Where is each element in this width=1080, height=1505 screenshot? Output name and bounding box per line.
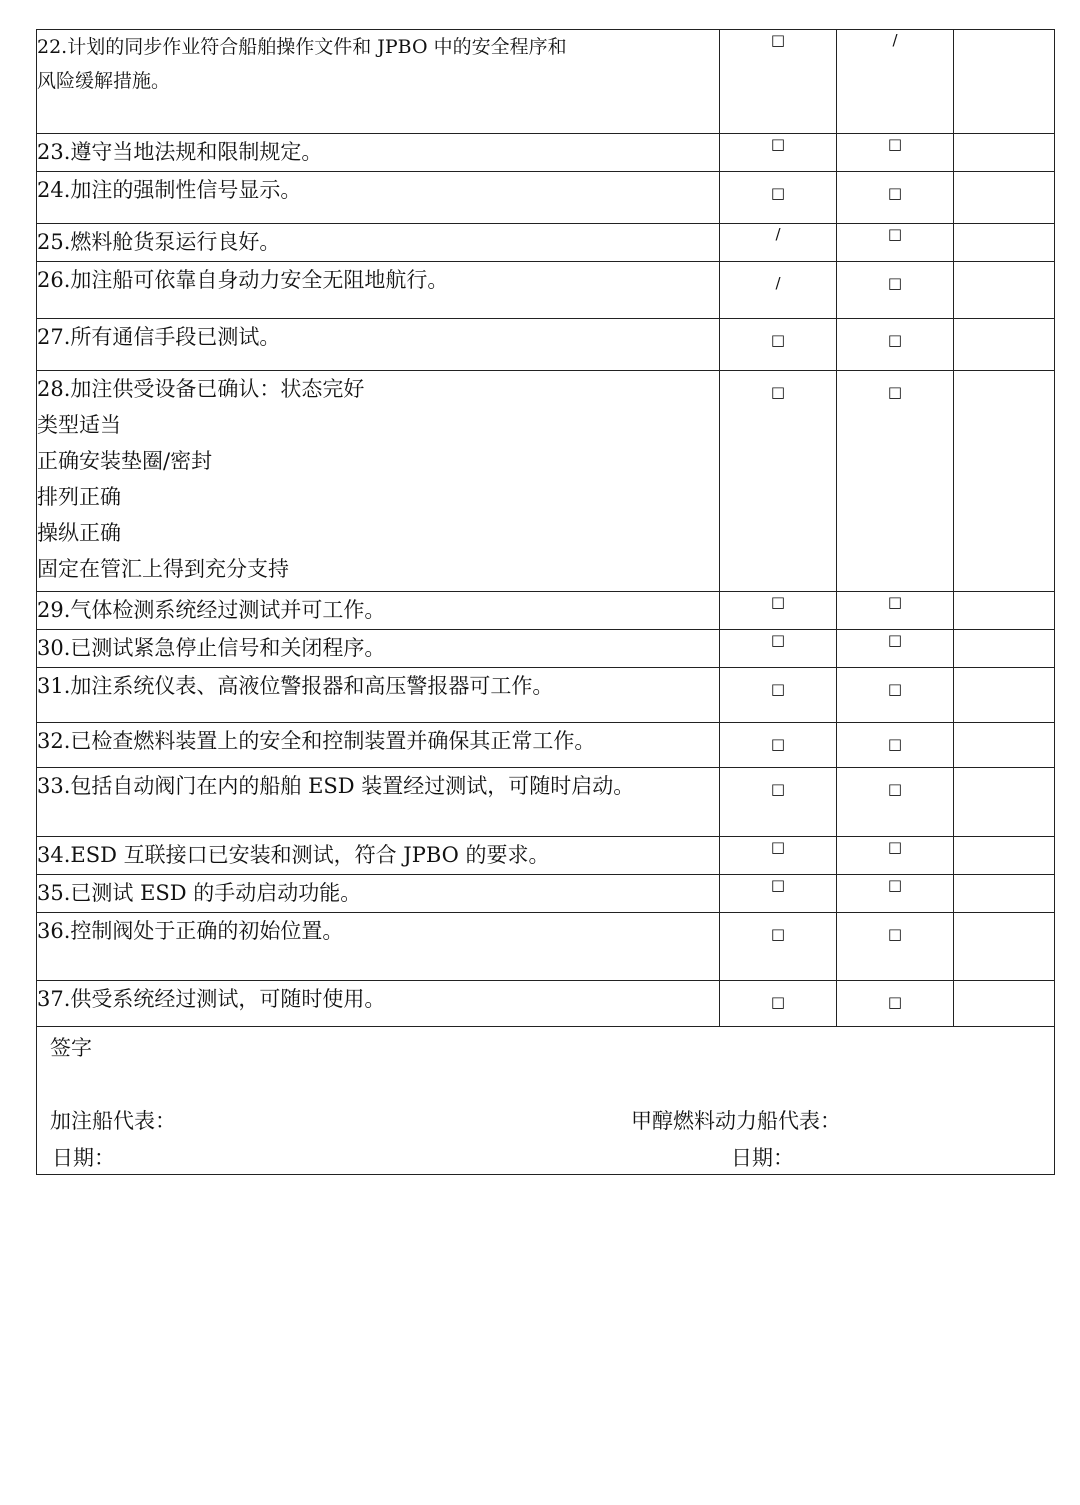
check-cell-a-32[interactable] (720, 723, 837, 768)
check-cell-a-25[interactable] (720, 224, 837, 262)
item-text-line: 固定在管汇上得到充分支持 (37, 557, 289, 581)
bunker-vessel-date-label[interactable]: 日期： (52, 1146, 115, 1170)
item-text-line: 28.加注供受设备已确认：状态完好 (37, 377, 365, 401)
table-row (37, 768, 1055, 837)
table-row (37, 172, 1055, 224)
table-row (37, 837, 1055, 875)
checkbox-mark[interactable]: □ (887, 274, 903, 292)
methanol-vessel-rep-label[interactable]: 甲醇燃料动力船代表： (631, 1109, 841, 1133)
checkbox-mark[interactable]: □ (770, 31, 786, 49)
bunker-vessel-rep-label[interactable]: 加注船代表： (50, 1109, 176, 1133)
check-cell-b-33[interactable] (837, 768, 954, 837)
check-cell-a-27[interactable] (720, 319, 837, 371)
checkbox-mark[interactable]: □ (887, 184, 903, 202)
item-text-28 (37, 371, 720, 592)
checkbox-mark[interactable]: / (892, 31, 898, 49)
remarks-cell-26[interactable] (954, 262, 1055, 319)
signature-label: 签字 (50, 1036, 92, 1060)
check-cell-b-32[interactable] (837, 723, 954, 768)
check-cell-a-35[interactable] (720, 875, 837, 913)
check-cell-b-24[interactable] (837, 172, 954, 224)
item-text-line: 类型适当 (37, 413, 121, 437)
checkbox-mark[interactable]: □ (770, 631, 786, 649)
check-cell-a-23[interactable] (720, 134, 837, 172)
checkbox-mark[interactable]: □ (770, 993, 786, 1011)
check-cell-a-30[interactable] (720, 630, 837, 668)
checkbox-mark[interactable]: □ (770, 135, 786, 153)
remarks-cell-27[interactable] (954, 319, 1055, 371)
checkbox-mark[interactable]: □ (770, 838, 786, 856)
item-text-24: 24.加注的强制性信号显示。 (37, 172, 720, 224)
item-text-29: 29.气体检测系统经过测试并可工作。 (37, 592, 720, 630)
check-cell-a-34[interactable] (720, 837, 837, 875)
item-text-27: 27.所有通信手段已测试。 (37, 319, 720, 371)
remarks-cell-37[interactable] (954, 981, 1055, 1027)
check-cell-b-26[interactable] (837, 262, 954, 319)
signature-row (37, 1027, 1055, 1175)
item-text-line: 正确安装垫圈/密封 (37, 449, 213, 473)
item-text-25: 25.燃料舱货泵运行良好。 (37, 224, 720, 262)
methanol-vessel-date-label[interactable]: 日期： (731, 1146, 794, 1170)
checkbox-mark[interactable]: □ (887, 631, 903, 649)
check-cell-a-26[interactable] (720, 262, 837, 319)
remarks-cell-32[interactable] (954, 723, 1055, 768)
remarks-cell-35[interactable] (954, 875, 1055, 913)
check-cell-b-28[interactable] (837, 371, 954, 592)
checkbox-mark[interactable]: □ (887, 331, 903, 349)
checkbox-mark[interactable]: □ (770, 184, 786, 202)
item-text-35: 35.已测试 ESD 的手动启动功能。 (37, 875, 720, 913)
checklist-table (36, 29, 1055, 1175)
table-row (37, 262, 1055, 319)
checkbox-mark[interactable]: □ (770, 735, 786, 753)
checkbox-mark[interactable]: □ (770, 780, 786, 798)
checkbox-mark[interactable]: □ (887, 925, 903, 943)
check-cell-b-30[interactable] (837, 630, 954, 668)
checkbox-mark[interactable]: □ (887, 383, 903, 401)
checkbox-mark[interactable]: □ (887, 780, 903, 798)
table-row (37, 371, 1055, 592)
check-cell-b-25[interactable] (837, 224, 954, 262)
item-text-26: 26.加注船可依靠自身动力安全无阻地航行。 (37, 262, 720, 319)
checkbox-mark[interactable]: □ (887, 838, 903, 856)
check-cell-a-33[interactable] (720, 768, 837, 837)
item-text-34: 34.ESD 互联接口已安装和测试，符合 JPBO 的要求。 (37, 837, 720, 875)
check-cell-b-27[interactable] (837, 319, 954, 371)
remarks-cell-23[interactable] (954, 134, 1055, 172)
remarks-cell-29[interactable] (954, 592, 1055, 630)
checkbox-mark[interactable]: / (775, 274, 781, 292)
remarks-cell-28[interactable] (954, 371, 1055, 592)
check-cell-a-28[interactable] (720, 371, 837, 592)
item-text-36: 36.控制阀处于正确的初始位置。 (37, 913, 720, 981)
checkbox-mark[interactable]: □ (887, 735, 903, 753)
item-text-line: 22.计划的同步作业符合船舶操作文件和 JPBO 中的安全程序和 (37, 36, 567, 58)
item-text-31: 31.加注系统仪表、高液位警报器和高压警报器可工作。 (37, 668, 720, 723)
table-row (37, 723, 1055, 768)
checkbox-mark[interactable]: □ (770, 876, 786, 894)
remarks-cell-25[interactable] (954, 224, 1055, 262)
checkbox-mark[interactable]: □ (887, 593, 903, 611)
check-cell-b-23[interactable] (837, 134, 954, 172)
checkbox-mark[interactable]: □ (887, 876, 903, 894)
item-text-line: 操纵正确 (37, 521, 121, 545)
signature-section (37, 1027, 1055, 1175)
checkbox-mark[interactable]: □ (770, 680, 786, 698)
check-cell-a-22[interactable] (720, 30, 837, 134)
checkbox-mark[interactable]: □ (887, 993, 903, 1011)
table-row (37, 981, 1055, 1027)
remarks-cell-30[interactable] (954, 630, 1055, 668)
table-row (37, 319, 1055, 371)
table-row (37, 30, 1055, 134)
table-row (37, 592, 1055, 630)
check-cell-a-36[interactable] (720, 913, 837, 981)
item-text-line: 风险缓解措施。 (37, 70, 171, 92)
checkbox-mark[interactable]: / (775, 225, 781, 243)
check-cell-a-29[interactable] (720, 592, 837, 630)
check-cell-a-24[interactable] (720, 172, 837, 224)
table-row (37, 134, 1055, 172)
checkbox-mark[interactable]: □ (770, 593, 786, 611)
item-text-line: 排列正确 (37, 485, 121, 509)
item-text-33: 33.包括自动阀门在内的船舶 ESD 装置经过测试，可随时启动。 (37, 768, 720, 837)
check-cell-b-37[interactable] (837, 981, 954, 1027)
check-cell-a-37[interactable] (720, 981, 837, 1027)
check-cell-b-34[interactable] (837, 837, 954, 875)
remarks-cell-33[interactable] (954, 768, 1055, 837)
checkbox-mark[interactable]: □ (770, 383, 786, 401)
remarks-cell-34[interactable] (954, 837, 1055, 875)
check-cell-b-29[interactable] (837, 592, 954, 630)
table-row (37, 875, 1055, 913)
remarks-cell-22[interactable] (954, 30, 1055, 134)
check-cell-b-36[interactable] (837, 913, 954, 981)
item-text-22 (37, 30, 720, 134)
item-text-32: 32.已检查燃料装置上的安全和控制装置并确保其正常工作。 (37, 723, 720, 768)
check-cell-a-31[interactable] (720, 668, 837, 723)
check-cell-b-35[interactable] (837, 875, 954, 913)
table-row (37, 668, 1055, 723)
check-cell-b-31[interactable] (837, 668, 954, 723)
checkbox-mark[interactable]: □ (770, 331, 786, 349)
item-text-23: 23.遵守当地法规和限制规定。 (37, 134, 720, 172)
checkbox-mark[interactable]: □ (887, 680, 903, 698)
checkbox-mark[interactable]: □ (770, 925, 786, 943)
table-row (37, 224, 1055, 262)
table-row (37, 913, 1055, 981)
checkbox-mark[interactable]: □ (887, 225, 903, 243)
checkbox-mark[interactable]: □ (887, 135, 903, 153)
check-cell-b-22[interactable] (837, 30, 954, 134)
remarks-cell-31[interactable] (954, 668, 1055, 723)
item-text-37: 37.供受系统经过测试，可随时使用。 (37, 981, 720, 1027)
remarks-cell-36[interactable] (954, 913, 1055, 981)
item-text-30: 30.已测试紧急停止信号和关闭程序。 (37, 630, 720, 668)
remarks-cell-24[interactable] (954, 172, 1055, 224)
table-row (37, 630, 1055, 668)
